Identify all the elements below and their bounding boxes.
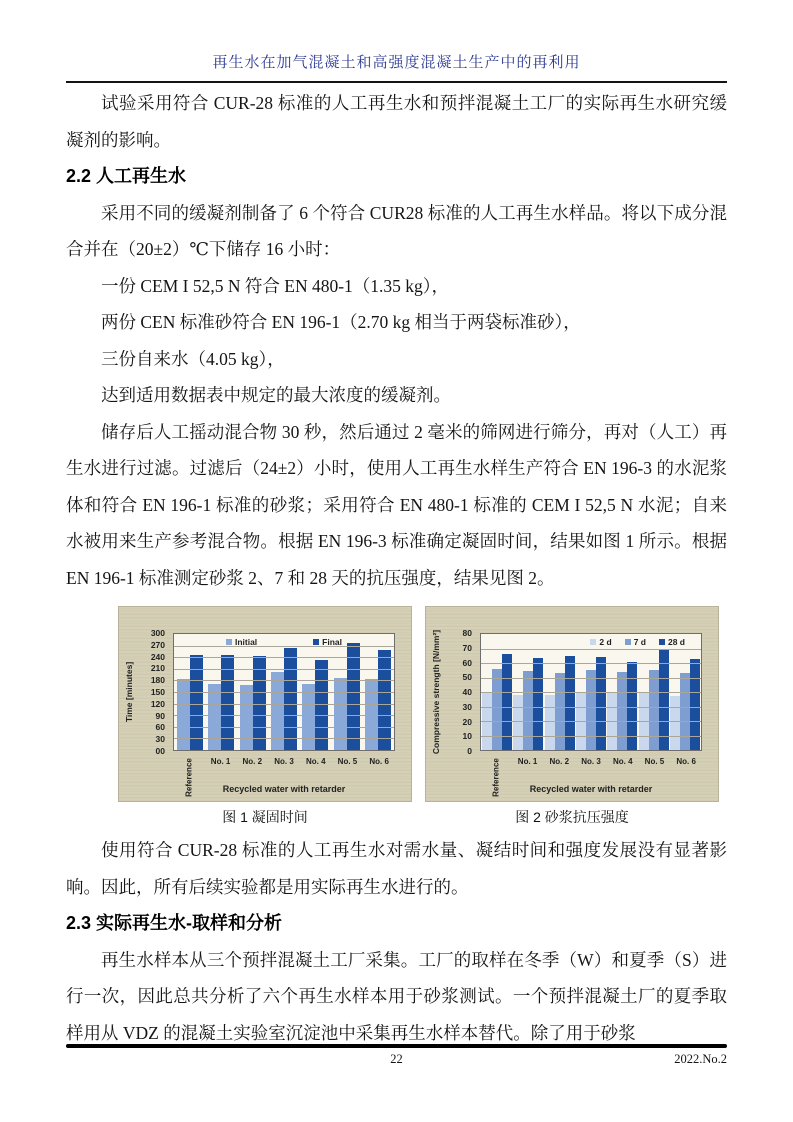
x-tick-slot: [607, 753, 639, 787]
x-tick-slot: [512, 753, 544, 787]
x-tick-slot: [300, 753, 332, 787]
setting-time-bar-chart: [118, 606, 412, 802]
y-tick-label: 20: [462, 716, 472, 727]
ingredient-line-sand: 两份 CEN 标准砂符合 EN 196-1（2.70 kg 相当于两袋标准砂），: [101, 312, 581, 332]
gridline: [174, 669, 394, 670]
compressive-strength-bar-chart: [425, 606, 719, 802]
x-tick-label: No. 6: [369, 757, 389, 766]
y-tick-label: 210: [150, 663, 165, 674]
chart1-y-ticks: [119, 627, 169, 756]
legend-swatch: [625, 639, 631, 645]
paragraph-intro: 试验采用符合 CUR-28 标准的人工再生水和预拌混凝土工厂的实际再生水研究缓凝剂的影响。: [66, 93, 727, 150]
x-tick-label: No. 1: [210, 757, 231, 766]
bar-7d-no-2: [555, 673, 565, 750]
gridline: [174, 680, 394, 681]
bar-7d-no-3: [586, 670, 596, 750]
legend-item-2d: [590, 637, 611, 647]
legend-swatch: [659, 639, 665, 645]
x-tick-label: No. 2: [549, 757, 570, 766]
header-rule: [66, 81, 727, 83]
x-tick-label: No. 5: [337, 757, 358, 766]
chart2-x-axis-label: Recycled water with retarder: [529, 784, 653, 794]
gridline: [481, 649, 701, 650]
y-tick-label: 120: [150, 698, 165, 709]
legend-item-Final: [313, 637, 342, 647]
y-tick-label: 60: [155, 722, 165, 733]
chart1-y-axis-label: Time [minutes]: [124, 661, 134, 723]
bar-2d-no-6: [670, 696, 680, 750]
gridline: [174, 738, 394, 739]
legend-label: 7 d: [633, 637, 646, 647]
y-tick-label: 50: [462, 672, 472, 682]
page-header-title: 再生水在加气混凝土和高强度混凝土生产中的再利用: [212, 55, 581, 71]
y-tick-label: 70: [462, 642, 472, 653]
legend-swatch: [590, 639, 596, 645]
gridline: [174, 715, 394, 716]
y-tick-label: 180: [150, 674, 165, 685]
chart1-legend: [174, 637, 394, 647]
chart1-plot-area: [173, 633, 395, 751]
bar-Final-no-6: [378, 650, 391, 750]
chart2-legend: [481, 637, 701, 647]
footer-rule: [66, 1044, 727, 1048]
bar-7d-no-5: [649, 670, 659, 750]
x-tick-slot: [205, 753, 237, 787]
bar-Final-no-4: [315, 660, 328, 750]
x-tick-slot: [173, 753, 205, 797]
x-tick-slot: [363, 753, 395, 787]
x-tick-slot: [670, 753, 702, 787]
x-tick-label: Reference: [491, 758, 501, 797]
y-tick-label: 10: [462, 731, 472, 741]
figure-2-caption: 图 2 砂浆抗压强度: [515, 809, 629, 825]
ingredient-line-water: 三份自来水（4.05 kg），: [101, 348, 285, 369]
x-tick-slot: [480, 753, 512, 797]
y-tick-label: 40: [462, 686, 472, 697]
figure-1-caption: 图 1 凝固时间: [222, 809, 308, 825]
chart2-y-axis-label: Compressive strength [N/mm²]: [431, 629, 441, 755]
legend-swatch: [313, 639, 319, 645]
legend-item-7d: [625, 637, 646, 647]
gridline: [481, 707, 701, 708]
footer-page-number: 22: [390, 1052, 403, 1066]
ingredient-line-cement: 一份 CEM I 52,5 N 符合 EN 480-1（1.35 kg），: [101, 275, 450, 296]
x-tick-label: No. 3: [274, 757, 294, 766]
paragraph-2-2-2: 储存后人工摇动混合物 30 秒，然后通过 2 毫米的筛网进行筛分，再对（人工）再生水进行过滤。过滤后（24±2）小时，使用人工再生水样生产符合 EN 196-3 的水泥浆体和符合 EN 196-1 标准的砂浆；采用符合 EN 480-1 标准的 CEM I 52,5 N 水泥；自来水被用来生产参考混合物。根据 EN 196-3 标准确定凝固时间，结果如图 1 所示。根据 EN 196-1 标准测定砂浆 2、7 和 28 天的抗压强度，结果见图 2。: [66, 421, 727, 588]
gridline: [481, 663, 701, 664]
chart2-y-ticks: [426, 627, 476, 756]
gridline: [174, 704, 394, 705]
x-tick-slot: [543, 753, 575, 787]
bar-7d-no-4: [617, 672, 627, 750]
x-tick-label: Reference: [184, 758, 194, 797]
chart2-plot-area: [480, 633, 702, 751]
y-tick-label: 150: [150, 686, 165, 697]
bar-2d-no-1: [513, 695, 523, 750]
x-tick-label: No. 4: [612, 757, 633, 766]
paragraph-2-2-1: 采用不同的缓凝剂制备了 6 个符合 CUR28 标准的人工再生水样品。将以下成分混合并在（20±2）℃下储存 16 小时：: [66, 202, 727, 259]
gridline: [481, 678, 701, 679]
legend-label: Initial: [234, 637, 258, 647]
y-tick-label: 60: [462, 657, 472, 668]
x-tick-slot: [268, 753, 300, 787]
bar-Initial-no-4: [302, 684, 315, 750]
y-tick-label: 90: [155, 710, 165, 721]
figures-row: [118, 606, 727, 832]
y-tick-label: 80: [462, 627, 472, 638]
x-tick-slot: [575, 753, 607, 787]
x-tick-slot: [236, 753, 268, 787]
y-tick-label: 30: [155, 733, 165, 744]
figure-1-setting-time: [118, 606, 412, 832]
y-tick-label: 240: [150, 651, 165, 662]
footer-issue-label: 2022.No.2: [674, 1052, 727, 1066]
gridline: [174, 692, 394, 693]
section-heading-2-2: 2.2 人工再生水: [66, 166, 187, 186]
legend-label: Final: [322, 637, 343, 647]
paragraph-2-2-conclusion: 使用符合 CUR-28 标准的人工再生水对需水量、凝结时间和强度发展没有显著影响。因此，所有后续实验都是用实际再生水进行的。: [66, 840, 727, 897]
x-tick-label: No. 4: [305, 757, 326, 766]
x-tick-label: No. 6: [676, 757, 696, 766]
gridline: [481, 692, 701, 693]
x-tick-slot: [639, 753, 671, 787]
bar-Final-no-5: [347, 643, 360, 750]
legend-label: 28 d: [667, 637, 685, 647]
bar-7d-no-6: [680, 673, 690, 750]
gridline: [481, 721, 701, 722]
y-tick-label: 270: [150, 639, 165, 650]
y-tick-label: 300: [150, 627, 165, 638]
bar-2d-no-2: [545, 695, 555, 750]
y-tick-label: 0: [467, 745, 472, 756]
y-tick-label: 00: [155, 745, 165, 756]
bar-Initial-no-1: [208, 684, 221, 751]
section-heading-2-3: 2.3 实际再生水-取样和分析: [66, 913, 283, 933]
figure-2-compressive-strength: [425, 606, 719, 832]
bar-7d-reference: [492, 669, 502, 750]
y-tick-label: 30: [462, 701, 472, 712]
chart1-x-axis-label: Recycled water with retarder: [222, 784, 346, 794]
legend-label: 2 d: [599, 637, 612, 647]
bar-Initial-no-2: [240, 685, 253, 750]
gridline: [481, 736, 701, 737]
x-tick-label: No. 5: [644, 757, 665, 766]
legend-item-28d: [659, 637, 685, 647]
x-tick-label: No. 3: [581, 757, 601, 766]
paragraph-2-3-1: 再生水样本从三个预拌混凝土工厂采集。工厂的取样在冬季（W）和夏季（S）进行一次，因此总共分析了六个再生水样本用于砂浆测试。一个预拌混凝土厂的夏季取样用从 VDZ 的混凝土实验室沉淀池中采集再生水样本替代。除了用于砂浆: [66, 949, 727, 1043]
bar-7d-no-1: [523, 671, 533, 750]
x-tick-label: No. 2: [242, 757, 263, 766]
x-tick-slot: [332, 753, 364, 787]
x-tick-label: No. 1: [517, 757, 538, 766]
gridline: [174, 657, 394, 658]
legend-swatch: [226, 639, 232, 645]
gridline: [174, 727, 394, 728]
legend-item-Initial: [226, 637, 257, 647]
ingredient-line-retarder: 达到适用数据表中规定的最大浓度的缓凝剂。: [101, 385, 451, 405]
bar-Final-no-3: [284, 648, 297, 750]
